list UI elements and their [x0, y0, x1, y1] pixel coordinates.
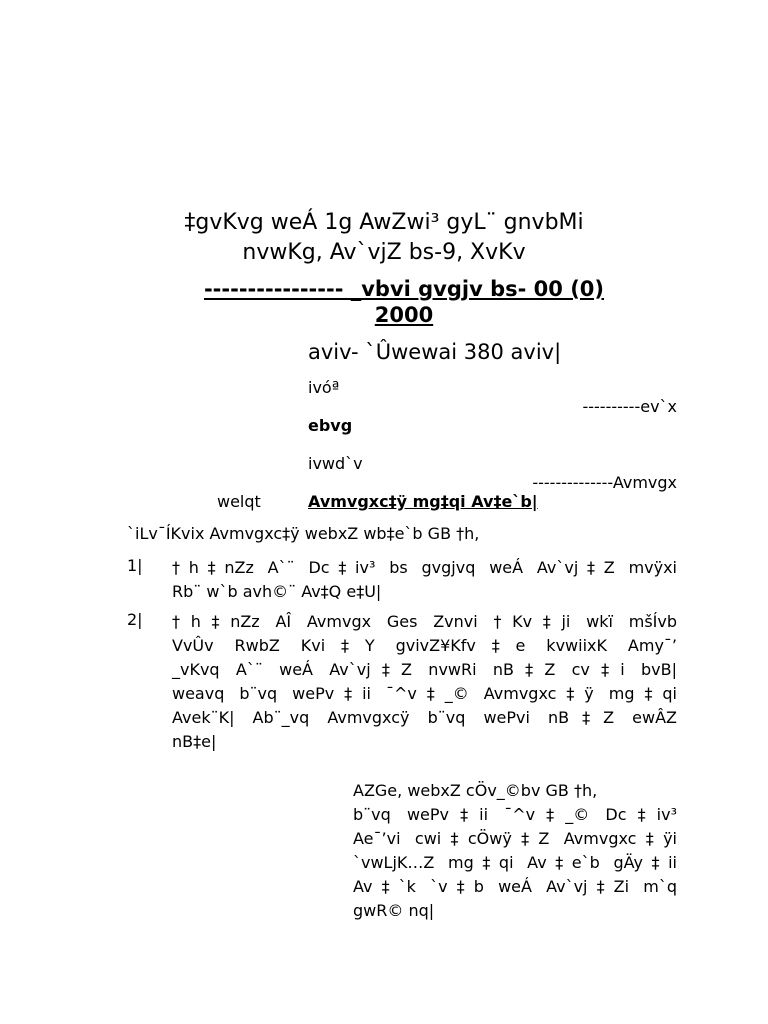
point-2-line: _vKvq A`¨ weÁ Av`vj‡Z nvwRi nB‡Z cv‡i bvB| — [172, 660, 677, 679]
party-label-versus: ivwd`v — [308, 454, 363, 473]
prayer-line: AZGe, webxZ cÖv_©bv GB †h, — [353, 781, 598, 800]
court-name-line-2: nvwKg, Av`vjZ bs-9, XvKv — [242, 240, 526, 265]
prayer-line: Av‡`k `v‡b weÁ Av`vj‡Zi m`q — [353, 877, 677, 896]
point-2-line: †h‡nZz AÎ Avmvgx Ges Zvnvi †Kv‡ji wkï mšÍvb — [172, 612, 677, 631]
party-role-accused: --------------Avmvgx — [532, 473, 677, 492]
subject-text: Avmvgxc‡ÿ mg‡qi Av‡e`b| — [308, 492, 538, 511]
point-paragraph-2 — [172, 610, 677, 754]
prayer-line: b¨vq wePv‡ii ¯^v‡_© Dc‡iv³ — [353, 805, 677, 824]
point-2-line: weavq b¨vq wePv‡ii ¯^v‡_© Avmvgxc‡ÿ mg‡qi — [172, 684, 677, 703]
party-label-state: ivóª — [308, 378, 340, 397]
point-2-line: nB‡e| — [172, 732, 217, 751]
point-2-line: VvÛv RwbZ Kvi‡Y gvivZ¥Kfv‡e kvwiixK Amy¯’ — [172, 636, 677, 655]
court-name-line-1: ‡gvKvg weÁ 1g AwZwi³ gyL¨ gnvbMi — [184, 210, 584, 235]
point-number-1: 1| — [127, 556, 143, 575]
point-number-2: 2| — [127, 610, 143, 629]
point-1-line: †h‡nZz A`¨ Dc‡iv³ bs gvgjvq weÁ Av`vj‡Z mvÿxi — [172, 558, 677, 577]
party-role-plaintiff: ----------ev`x — [582, 397, 677, 416]
party-name-anonymous: ebvg — [308, 416, 353, 435]
prayer-paragraph — [353, 779, 677, 923]
prayer-line: `vwLjK…Z mg‡qi Av‡e`b gÄy‡ii — [353, 853, 677, 872]
point-paragraph-1 — [172, 556, 677, 604]
case-heading-line-2: 2000 — [374, 303, 434, 327]
intro-line: `iLv¯ÍKvix Avmvgxc‡ÿ webxZ wb‡e`b GB †h, — [127, 524, 480, 543]
section-line: aviv- `Ûwewai 380 aviv| — [308, 340, 562, 364]
prayer-line: Ae¯’vi cwi‡cÖwÿ‡Z Avmvgxc‡ÿi — [353, 829, 677, 848]
point-2-line: Avek¨K| Ab¨_vq Avmvgxcÿ b¨vq wePvi nB‡Z ewÂZ — [172, 708, 677, 727]
point-1-line: Rb¨ w`b avh©¨ Av‡Q e‡U| — [172, 582, 382, 601]
subject-label: welqt — [217, 492, 261, 511]
case-heading-line-1: ---------------- _vbvi gvgjv bs- 00 (0) — [203, 277, 605, 301]
prayer-line: gwR© nq| — [353, 901, 435, 920]
